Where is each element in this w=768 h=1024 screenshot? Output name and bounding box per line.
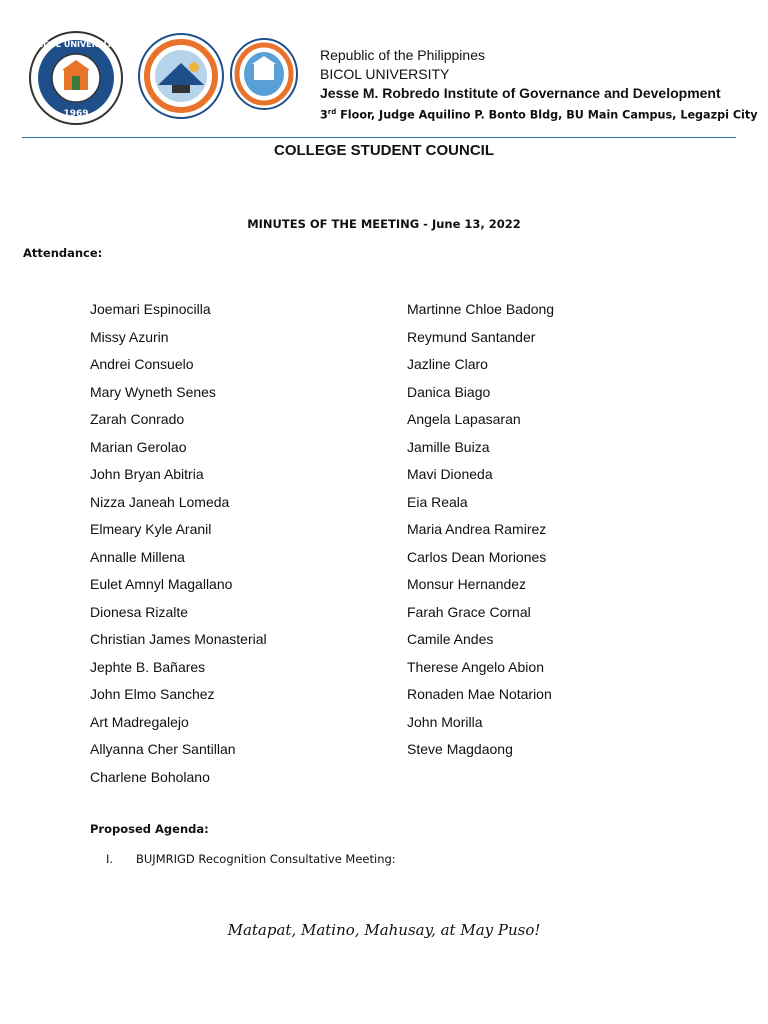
attendee-name: Joemari Espinocilla (90, 301, 211, 317)
bicol-university-seal (28, 30, 124, 126)
agenda-heading: Proposed Agenda: (90, 822, 209, 836)
institute-line: Jesse M. Robredo Institute of Governance and Development (320, 85, 721, 101)
student-council-seal (230, 38, 298, 110)
letterhead (320, 46, 758, 125)
attendee-name: John Bryan Abitria (90, 466, 204, 482)
address-line: 3rd Floor, Judge Aquilino P. Bonto Bldg, BU Main Campus, Legazpi City (320, 108, 758, 122)
attendee-name: Charlene Boholano (90, 768, 210, 785)
attendee-name: Allyanna Cher Santillan (90, 741, 236, 757)
attendee-name: Farah Grace Cornal (407, 603, 531, 620)
attendee-name: Mavi Dioneda (407, 466, 493, 482)
jmrigd-seal (138, 33, 224, 119)
attendee-name: Camile Andes (407, 631, 494, 647)
attendee-name: Nizza Janeah Lomeda (90, 493, 230, 510)
university-line: BICOL UNIVERSITY (320, 66, 450, 82)
attendee-name: Steve Magdaong (407, 741, 513, 757)
page-title: COLLEGE STUDENT COUNCIL (274, 142, 494, 159)
attendee-name: Maria Andrea Ramirez (407, 521, 547, 537)
attendee-name: Martinne Chloe Badong (407, 301, 555, 317)
attendee-name: Zarah Conrado (90, 411, 185, 427)
attendee-name: Danica Biago (407, 383, 491, 400)
attendee-name: John Morilla (407, 713, 483, 730)
attendee-name: Therese Angelo Abion (407, 658, 544, 675)
agenda-item (106, 852, 396, 866)
attendee-name: Mary Wyneth Senes (90, 383, 216, 400)
attendee-name: Eulet Amnyl Magallano (90, 576, 233, 592)
attendee-name: Ronaden Mae Notarion (407, 686, 552, 702)
attendee-name: Angela Lapasaran (407, 411, 521, 427)
attendee-name: Marian Gerolao (90, 438, 187, 455)
attendee-name: Dionesa Rizalte (90, 603, 189, 620)
attendance-column-right (407, 299, 554, 767)
attendee-name: Andrei Consuelo (90, 356, 194, 372)
header-divider (22, 137, 736, 138)
attendee-name: Elmeary Kyle Aranil (90, 521, 212, 537)
attendee-name: Jazline Claro (407, 356, 488, 372)
svg-text:1969: 1969 (63, 109, 89, 119)
minutes-heading: MINUTES OF THE MEETING - June 13, 2022 (247, 217, 521, 231)
agenda-item-text: BUJMRIGD Recognition Consultative Meeting: (136, 852, 396, 866)
svg-text:BICOL UNIVERSITY: BICOL UNIVERSITY (34, 40, 118, 49)
attendance-label: Attendance: (23, 246, 103, 260)
motto: Matapat, Matino, Mahusay, at May Puso! (227, 921, 541, 939)
attendee-name: Reymund Santander (407, 328, 536, 345)
attendee-name: Christian James Monasterial (90, 631, 267, 647)
attendee-name: Missy Azurin (90, 328, 169, 345)
attendee-name: Annalle Millena (90, 548, 185, 565)
republic-line: Republic of the Philippines (320, 47, 485, 63)
attendee-name: Jamille Buiza (407, 438, 490, 455)
attendee-name: Jephte B. Bañares (90, 658, 206, 675)
attendee-name: Carlos Dean Moriones (407, 548, 547, 565)
attendee-name: Art Madregalejo (90, 713, 189, 730)
attendee-name: John Elmo Sanchez (90, 686, 215, 702)
attendee-name: Eia Reala (407, 493, 468, 510)
attendee-name: Monsur Hernandez (407, 576, 527, 592)
attendance-column-left (90, 299, 267, 794)
agenda-item-number: I. (106, 852, 114, 866)
